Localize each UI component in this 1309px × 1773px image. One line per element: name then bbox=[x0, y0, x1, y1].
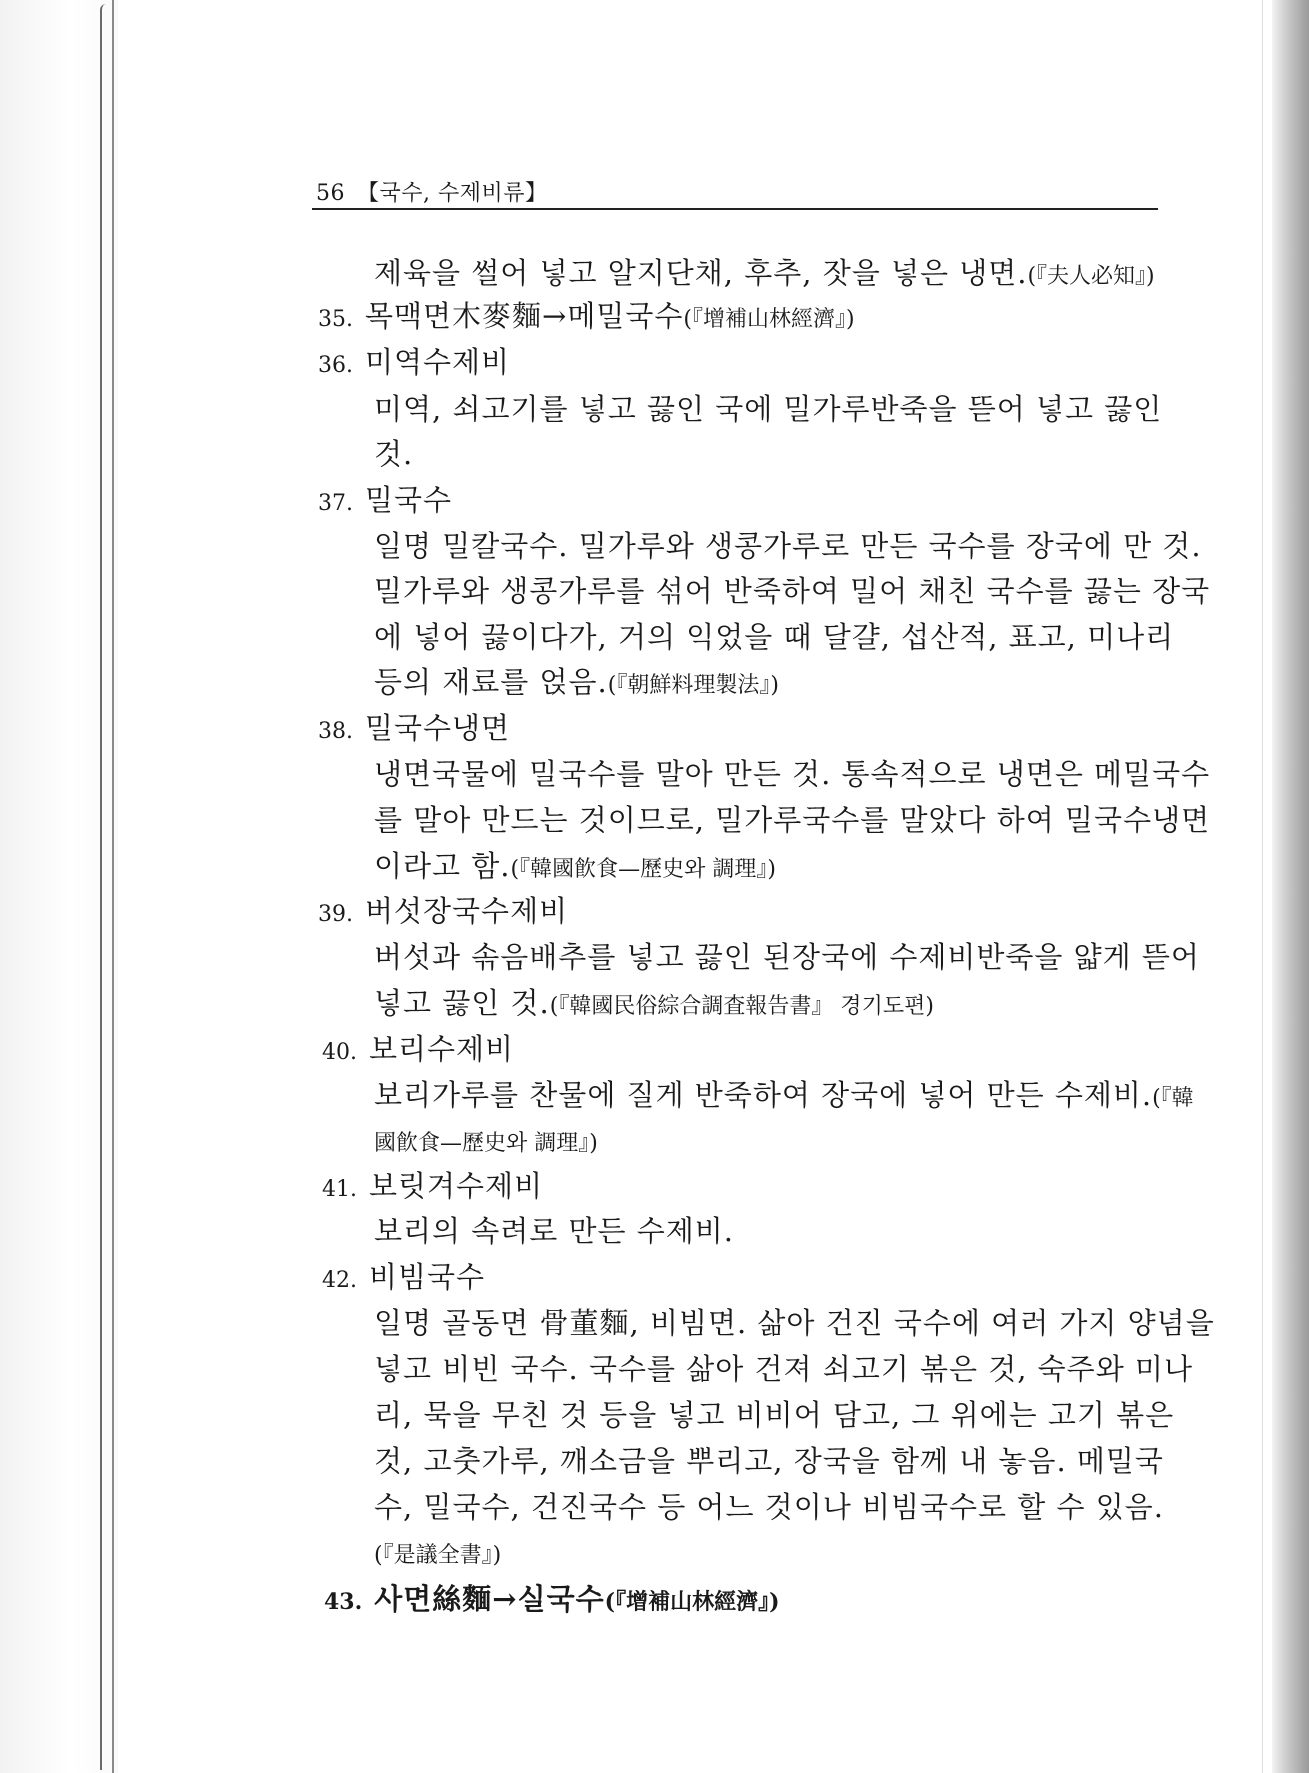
entry-title: 보리수제비 bbox=[369, 1032, 515, 1066]
entry-42 bbox=[322, 1257, 485, 1301]
text-line: 이라고 함.(『韓國飮食—歷史와 調理』) bbox=[374, 849, 776, 883]
text-line: 일명 밀칼국수. 밀가루와 생콩가루로 만든 국수를 장국에 만 것. bbox=[374, 529, 1202, 563]
entry-number: 39. bbox=[318, 902, 353, 927]
page-edge-right bbox=[1272, 0, 1309, 1773]
entry-title: 버섯장국수제비 bbox=[365, 894, 569, 928]
entry-title: 비빔국수 bbox=[369, 1260, 486, 1294]
text-line: (『是議全書』) bbox=[374, 1543, 502, 1568]
text-line: 버섯과 솎음배추를 넣고 끓인 된장국에 수제비반죽을 얇게 뜯어 bbox=[374, 940, 1200, 974]
text-line: 제육을 썰어 넣고 알지단채, 후추, 잣을 넣은 냉면.(『夫人必知』) bbox=[374, 256, 1155, 290]
text-line: 수, 밀국수, 건진국수 등 어느 것이나 비빔국수로 할 수 있음. bbox=[374, 1490, 1164, 1524]
entry-37 bbox=[318, 480, 452, 524]
entry-39 bbox=[318, 891, 568, 935]
section-title: 【국수, 수제비류】 bbox=[357, 181, 548, 206]
text-line: 미역, 쇠고기를 넣고 끓인 국에 밀가루반죽을 뜯어 넣고 끓인 bbox=[374, 392, 1163, 426]
entry-43: 43. 사면絲麵→실국수(『增補山林經濟』) bbox=[324, 1582, 780, 1616]
text-line: 보리가루를 찬물에 질게 반죽하여 장국에 넣어 만든 수제비.(『韓 bbox=[374, 1078, 1194, 1112]
entry-35: 35. 목맥면木麥麵→메밀국수(『增補山林經濟』) bbox=[318, 299, 855, 333]
entry-number: 40. bbox=[322, 1040, 357, 1065]
entry-title: 보릿겨수제비 bbox=[369, 1169, 544, 1203]
page-edge-left bbox=[100, 4, 110, 1770]
entry-number: 36. bbox=[318, 353, 353, 378]
page-edge-right-line bbox=[1262, 0, 1263, 1773]
entry-number: 43. bbox=[324, 1589, 363, 1615]
text-line: 리, 묵을 무친 것 등을 넣고 비비어 담고, 그 위에는 고기 볶은 bbox=[374, 1398, 1175, 1432]
entry-number: 35. bbox=[318, 307, 353, 332]
text-line: 넣고 끓인 것.(『韓國民俗綜合調査報告書』 경기도편) bbox=[374, 986, 934, 1020]
text-line: 에 넣어 끓이다가, 거의 익었을 때 달걀, 섭산적, 표고, 미나리 bbox=[374, 620, 1175, 654]
text-line: 일명 골동면 骨董麵, 비빔면. 삶아 건진 국수에 여러 가지 양념을 bbox=[374, 1306, 1215, 1340]
text-line: 것. bbox=[374, 437, 414, 471]
text-line: 것, 고춧가루, 깨소금을 뿌리고, 장국을 함께 내 놓음. 메밀국 bbox=[374, 1444, 1164, 1478]
entry-number: 41. bbox=[322, 1177, 357, 1202]
page-edge-left-inner bbox=[112, 0, 114, 1773]
page-number: 56 bbox=[316, 181, 345, 206]
entry-title: 밀국수냉면 bbox=[365, 711, 511, 745]
text-line: 밀가루와 생콩가루를 섞어 반죽하여 밀어 채친 국수를 끓는 장국 bbox=[374, 574, 1211, 608]
entry-title: 목맥면木麥麵→메밀국수 bbox=[365, 299, 684, 333]
text-line: 를 말아 만드는 것이므로, 밀가루국수를 말았다 하여 밀국수냉면 bbox=[374, 803, 1211, 837]
text-line: 國飮食—歷史와 調理』) bbox=[374, 1131, 598, 1156]
running-head bbox=[316, 176, 548, 207]
entry-number: 42. bbox=[322, 1268, 357, 1293]
entry-title: 미역수제비 bbox=[365, 345, 511, 379]
header-rule bbox=[312, 208, 1158, 210]
entry-title: 사면絲麵→실국수 bbox=[374, 1582, 605, 1616]
entry-number: 38. bbox=[318, 719, 353, 744]
entry-41 bbox=[322, 1166, 543, 1210]
entry-40 bbox=[322, 1029, 514, 1073]
text-line: 보리의 속려로 만든 수제비. bbox=[374, 1214, 735, 1248]
entry-36 bbox=[318, 342, 510, 386]
text-line: 등의 재료를 얹음.(『朝鮮料理製法』) bbox=[374, 665, 779, 699]
entry-number: 37. bbox=[318, 491, 353, 516]
entry-38 bbox=[318, 708, 510, 752]
text-line: 넣고 비빈 국수. 국수를 삶아 건져 쇠고기 볶은 것, 숙주와 미나 bbox=[374, 1352, 1193, 1386]
entry-title: 밀국수 bbox=[365, 483, 453, 517]
text-line: 냉면국물에 밀국수를 말아 만든 것. 통속적으로 냉면은 메밀국수 bbox=[374, 757, 1211, 791]
